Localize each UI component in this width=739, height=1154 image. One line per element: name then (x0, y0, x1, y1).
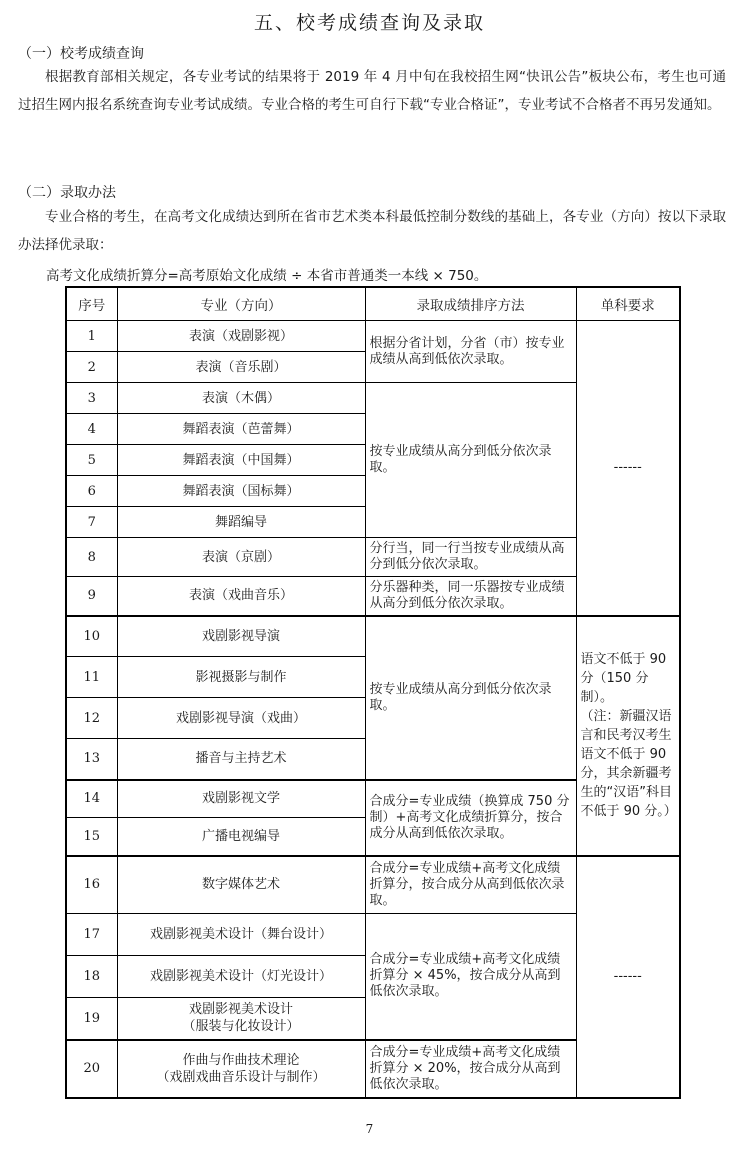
section-1-title: （一）校考成绩查询 (18, 46, 144, 62)
row-major: 表演（音乐剧） (117, 352, 365, 383)
row-number: 15 (66, 818, 117, 856)
header-requirement: 单科要求 (576, 287, 680, 321)
method-cell: 合成分=专业成绩+高考文化成绩折算分，按合成分从高到低依次录取。 (365, 856, 576, 914)
row-major: 舞蹈编导 (117, 507, 365, 538)
row-major: 表演（戏曲音乐） (117, 577, 365, 616)
method-cell: 合成分=专业成绩+高考文化成绩折算分 × 20%，按合成分从高到低依次录取。 (365, 1040, 576, 1098)
row-number: 18 (66, 956, 117, 998)
requirement-cell: ------ (576, 321, 680, 616)
row-major: 播音与主持艺术 (117, 739, 365, 780)
table-row (66, 616, 680, 657)
method-cell: 合成分=专业成绩（换算成 750 分制）+高考文化成绩折算分，按合成分从高到低依次录取。 (365, 780, 576, 856)
row-number: 17 (66, 914, 117, 956)
header-major: 专业（方向） (117, 287, 365, 321)
row-number: 19 (66, 998, 117, 1040)
page-title: 五、校考成绩查询及录取 (253, 12, 485, 34)
row-major: 广播电视编导 (117, 818, 365, 856)
page-number: 7 (365, 1122, 374, 1136)
row-number: 20 (66, 1040, 117, 1098)
table-row (66, 321, 680, 352)
row-major: 戏剧影视导演（戏曲） (117, 698, 365, 739)
row-major: 戏剧影视导演 (117, 616, 365, 657)
row-number: 1 (66, 321, 117, 352)
row-number: 10 (66, 616, 117, 657)
row-number: 4 (66, 414, 117, 445)
method-cell: 合成分=专业成绩+高考文化成绩折算分 × 45%，按合成分从高到低依次录取。 (365, 914, 576, 1040)
row-major: 戏剧影视美术设计（灯光设计） (117, 956, 365, 998)
requirement-cell: 语文不低于 90 分（150 分制）。 （注：新疆汉语言和民考汉考生语文不低于 90 分，其余新疆考生的“汉语”科目不低于 90 分。） (576, 616, 680, 856)
row-major: 影视摄影与制作 (117, 657, 365, 698)
row-number: 8 (66, 538, 117, 577)
row-number: 9 (66, 577, 117, 616)
row-major: 舞蹈表演（国标舞） (117, 476, 365, 507)
section-2-title: （二）录取办法 (18, 185, 116, 201)
method-cell: 按专业成绩从高分到低分依次录取。 (365, 616, 576, 780)
row-major: 表演（京剧） (117, 538, 365, 577)
row-number: 6 (66, 476, 117, 507)
admission-table (65, 286, 681, 1099)
method-cell: 根据分省计划，分省（市）按专业成绩从高到低依次录取。 (365, 321, 576, 383)
row-number: 11 (66, 657, 117, 698)
row-number: 2 (66, 352, 117, 383)
method-cell: 分乐器种类，同一乐器按专业成绩从高分到低分依次录取。 (365, 577, 576, 616)
row-number: 13 (66, 739, 117, 780)
row-number: 3 (66, 383, 117, 414)
row-number: 5 (66, 445, 117, 476)
row-number: 7 (66, 507, 117, 538)
row-major: 戏剧影视美术设计 （服装与化妆设计） (117, 998, 365, 1040)
row-major: 舞蹈表演（中国舞） (117, 445, 365, 476)
section-1-body: 根据教育部相关规定，各专业考试的结果将于 2019 年 4 月中旬在我校招生网“快讯公告”板块公布，考生也可通过招生网内报名系统查询专业考试成绩。专业合格的考生可自行下载“专业合格证”，专业考试不合格者不再另发通知。 (18, 69, 726, 113)
row-number: 16 (66, 856, 117, 914)
section-2-body: 专业合格的考生，在高考文化成绩达到所在省市艺术类本科最低控制分数线的基础上，各专业（方向）按以下录取办法择优录取： (18, 209, 726, 253)
row-number: 12 (66, 698, 117, 739)
header-no: 序号 (66, 287, 117, 321)
score-formula: 高考文化成绩折算分=高考原始文化成绩 ÷ 本省市普通类一本线 × 750。 (46, 268, 488, 284)
row-major: 作曲与作曲技术理论 （戏剧戏曲音乐设计与制作） (117, 1040, 365, 1098)
row-major: 舞蹈表演（芭蕾舞） (117, 414, 365, 445)
table-header-row (66, 287, 680, 321)
table-row (66, 856, 680, 914)
method-cell: 分行当，同一行当按专业成绩从高分到低分依次录取。 (365, 538, 576, 577)
row-number: 14 (66, 780, 117, 818)
row-major: 数字媒体艺术 (117, 856, 365, 914)
row-major: 表演（木偶） (117, 383, 365, 414)
requirement-cell: ------ (576, 856, 680, 1098)
row-major: 戏剧影视文学 (117, 780, 365, 818)
header-method: 录取成绩排序方法 (365, 287, 576, 321)
method-cell: 按专业成绩从高分到低分依次录取。 (365, 383, 576, 538)
row-major: 表演（戏剧影视） (117, 321, 365, 352)
row-major: 戏剧影视美术设计（舞台设计） (117, 914, 365, 956)
